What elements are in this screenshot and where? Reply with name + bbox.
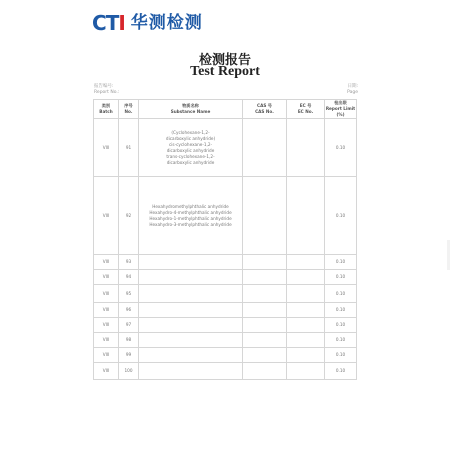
- cas-number-cell: [243, 303, 287, 318]
- cas-number-cell: [243, 255, 287, 270]
- report-limit-cell: 0.10: [325, 303, 357, 318]
- cas-number-cell: [243, 285, 287, 303]
- substance-name-cell-line: (Cyclohexane-1,2-: [171, 129, 210, 135]
- report-limit-cell: 0.10: [325, 255, 357, 270]
- substance-name-cell: [139, 270, 243, 285]
- report-limit-cell: 0.10: [325, 270, 357, 285]
- substance-name-cell-line: dicarboxylic anhydride): [165, 135, 216, 141]
- substance-name-cell: [139, 318, 243, 333]
- ec-number-cell: [287, 270, 325, 285]
- ec-number-cell: [287, 285, 325, 303]
- ec-number-cell: [287, 363, 325, 380]
- batch-cell: VIII: [94, 318, 119, 333]
- substance-name-cell: [139, 348, 243, 363]
- report-title-chinese: 检测报告: [198, 53, 251, 68]
- cas-number-cell: [243, 348, 287, 363]
- report-number-label-cn: 报告编号:: [94, 84, 114, 89]
- results-table-body: [94, 119, 357, 380]
- column-header-cas: CAS 号 CAS No.: [243, 100, 287, 119]
- logo-letter: C: [92, 11, 106, 35]
- batch-cell: VIII: [94, 177, 119, 255]
- ec-number-cell: [287, 318, 325, 333]
- substance-name-cell: [139, 255, 243, 270]
- column-header-number: 序号 No.: [119, 100, 139, 119]
- column-header-substance: 物质名称 Substance Name: [139, 100, 243, 119]
- substance-name-cell-line: cis-cyclohexane-1,2-: [168, 141, 213, 147]
- batch-cell: VIII: [94, 119, 119, 177]
- ec-number-cell: [287, 119, 325, 177]
- table-row: [94, 177, 357, 255]
- table-row: [94, 333, 357, 348]
- ec-number-cell: [287, 255, 325, 270]
- cas-number-cell: [243, 270, 287, 285]
- ec-number-cell: [287, 333, 325, 348]
- report-title-english: Test Report: [190, 64, 260, 79]
- substance-name-cell-line: Hexahydro-1-methylphthalic anhydride: [149, 215, 232, 221]
- column-header-ec: EC 号 EC No.: [287, 100, 325, 119]
- report-limit-cell: 0.10: [325, 363, 357, 380]
- substance-name-cell: [139, 119, 243, 177]
- table-row: [94, 363, 357, 380]
- number-cell: 97: [119, 318, 139, 333]
- cas-number-cell: [243, 177, 287, 255]
- number-cell: 95: [119, 285, 139, 303]
- batch-cell: VIII: [94, 363, 119, 380]
- table-row: [94, 255, 357, 270]
- number-cell: 91: [119, 119, 139, 177]
- report-limit-cell: 0.10: [325, 348, 357, 363]
- report-limit-cell: 0.10: [325, 318, 357, 333]
- table-row: [94, 348, 357, 363]
- substance-name-cell: [139, 363, 243, 380]
- report-limit-cell: 0.10: [325, 177, 357, 255]
- report-limit-cell: 0.10: [325, 285, 357, 303]
- ec-number-cell: [287, 303, 325, 318]
- cas-number-cell: [243, 363, 287, 380]
- table-row: [94, 285, 357, 303]
- ec-number-cell: [287, 177, 325, 255]
- table-row: [94, 303, 357, 318]
- logo-letter: T: [105, 11, 119, 35]
- substance-name-cell: [139, 303, 243, 318]
- column-header-report-limit: 检出限 Report Limit (%): [325, 100, 356, 117]
- number-cell: 100: [119, 363, 139, 380]
- substance-name-cell-line: trans-cyclohexane-1,2-: [166, 153, 215, 159]
- number-cell: 92: [119, 177, 139, 255]
- report-limit-cell: 0.10: [325, 333, 357, 348]
- batch-cell: VIII: [94, 333, 119, 348]
- report-number-label-en: Report No.:: [94, 90, 120, 95]
- substance-name-cell-line: Hexahydromethylphthalic anhydride: [152, 203, 229, 209]
- number-cell: 99: [119, 348, 139, 363]
- results-table: [93, 99, 357, 380]
- batch-cell: VIII: [94, 348, 119, 363]
- table-row: [94, 119, 357, 177]
- batch-cell: VIII: [94, 285, 119, 303]
- cas-number-cell: [243, 119, 287, 177]
- number-cell: 98: [119, 333, 139, 348]
- number-cell: 96: [119, 303, 139, 318]
- substance-name-cell-line: dicarboxylic anhydride: [166, 159, 215, 165]
- substance-name-cell: [139, 285, 243, 303]
- number-cell: 94: [119, 270, 139, 285]
- logo-chinese-name: 华测检测: [130, 13, 203, 33]
- substance-name-cell-line: Hexahydro-4-methylphthalic anhydride: [149, 209, 232, 215]
- substance-name-cell: [139, 333, 243, 348]
- page-label: Page: [347, 90, 358, 95]
- table-header-row: [94, 100, 357, 119]
- cas-number-cell: [243, 333, 287, 348]
- date-label: 日期:: [347, 84, 358, 89]
- table-row: [94, 270, 357, 285]
- ec-number-cell: [287, 348, 325, 363]
- substance-name-cell-line: dicarboxylic anhydride: [166, 147, 215, 153]
- batch-cell: VIII: [94, 303, 119, 318]
- batch-cell: VIII: [94, 255, 119, 270]
- cti-logo-mark: [92, 12, 131, 34]
- substance-name-cell: [139, 177, 243, 255]
- report-limit-cell: 0.10: [325, 119, 357, 177]
- logo-letter: I: [118, 11, 125, 35]
- report-number-block: [94, 84, 119, 96]
- table-row: [94, 318, 357, 333]
- cas-number-cell: [243, 318, 287, 333]
- column-header-batch: 类别 Batch: [94, 100, 119, 119]
- date-page-block: [347, 84, 358, 96]
- number-cell: 93: [119, 255, 139, 270]
- substance-name-cell-line: Hexahydro-3-methylphthalic anhydride: [149, 221, 232, 227]
- company-logo: [92, 12, 203, 34]
- batch-cell: VIII: [94, 270, 119, 285]
